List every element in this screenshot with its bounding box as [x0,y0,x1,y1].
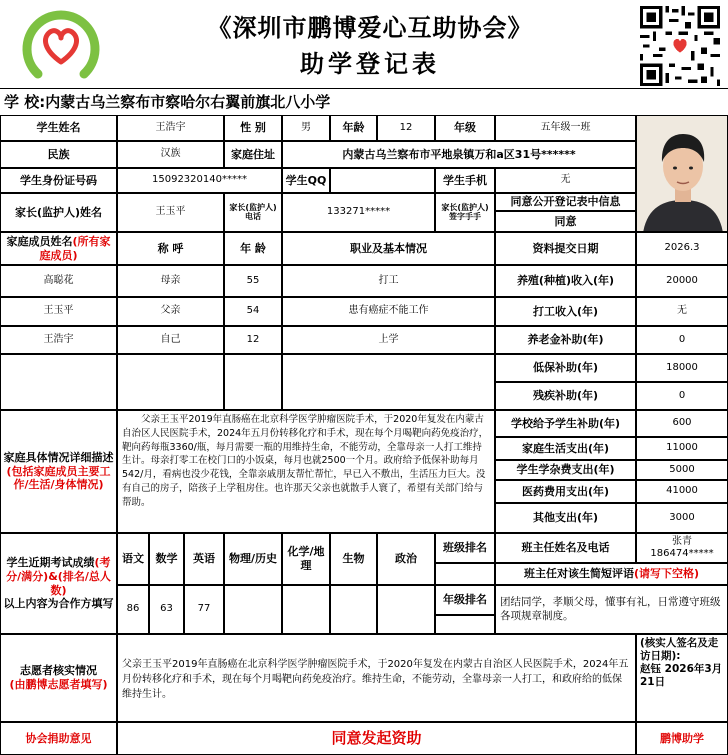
disability-subsidy-value: 0 [636,382,728,410]
guardian-phone-value: 133271***** [282,193,435,232]
consent-value: 同意 [495,211,636,232]
school-subsidy-label: 学校给予学生补助(年) [495,410,636,437]
student-qq-value [330,168,435,193]
submit-date-value: 2026.3 [636,232,728,265]
score-politics [377,585,435,634]
low-income-subsidy-label: 低保补助(年) [495,354,636,382]
consent-label: 同意公开登记表中信息 [495,193,636,211]
volunteer-verification-text: 父亲王玉平2019年直肠癌在北京科学医学肿瘤医院手术，于2020年复发在内蒙古自治区人民医院手术，2024年五月份转移化疗和手术，现在每个月喝靶向药免疫治疗。维持生命，不能劳动，全靠母亲一人打工，和政府给的低保维持生计。 [117,634,636,722]
student-phone-value: 无 [495,168,636,193]
tuition-expense-value: 5000 [636,460,728,480]
family-member-relation: 自己 [117,326,224,354]
family-member-age: 54 [224,297,282,326]
volunteer-label-note: (由鹏博志愿者填写) [9,678,108,691]
family-age-header: 年 龄 [224,232,282,265]
grade-value: 五年级一班 [495,115,636,141]
family-member-name [0,354,117,410]
header-divider [0,88,728,89]
teacher-info [636,533,728,563]
donation-opinion: 同意发起资助 [117,722,636,755]
teacher-phone: 186474***** [650,548,714,559]
teacher-comment-label [495,563,728,585]
exam-label [0,533,117,634]
school-subsidy-value: 600 [636,410,728,437]
pension-label: 养老金补助(年) [495,326,636,354]
volunteer-label-main: 志愿者核实情况 [20,664,97,678]
verifier-signature-value: 赵钰 2026年3月21日 [640,663,723,689]
score-biology [330,585,377,634]
verifier-signature-label: (核实人签名及走访日期): [640,637,719,663]
living-expense-label: 家庭生活支出(年) [495,437,636,460]
family-name-header-note: (所有家庭成员) [39,234,111,262]
occupation-header: 职业及基本情况 [282,232,495,265]
donation-opinion-label: 协会捐助意见 [0,722,117,755]
disability-subsidy-label: 残疾补助(年) [495,382,636,410]
medical-expense-value: 41000 [636,480,728,503]
family-member-relation [117,354,224,410]
other-expense-label: 其他支出(年) [495,503,636,533]
qr-code-icon [640,6,720,86]
score-physics-history [224,585,282,634]
guardian-name-value: 王玉平 [117,193,224,232]
medical-expense-label: 医药费用支出(年) [495,480,636,503]
student-id-value: 15092320140***** [117,168,282,193]
association-stamp: 鹏博助学 [636,722,728,755]
verifier-signature [636,634,728,722]
student-phone-label: 学生手机 [435,168,495,193]
class-rank-value [435,563,495,585]
school-name: 学 校:内蒙古乌兰察布市察哈尔右翼前旗北八小学 [4,93,331,111]
family-member-occupation [282,354,495,410]
submit-date-label: 资料提交日期 [495,232,636,265]
family-member-occupation: 患有癌症不能工作 [282,297,495,326]
guardian-name-label: 家长(监护人)姓名 [0,193,117,232]
subject-english: 英语 [184,533,224,585]
subject-math: 数学 [149,533,184,585]
score-chemistry-geography [282,585,330,634]
class-rank-label: 班级排名 [435,533,495,563]
subject-chinese: 语文 [117,533,149,585]
form-title-association: 《深圳市鹏博爱心互助协会》 [207,13,533,42]
family-member-occupation: 打工 [282,265,495,297]
guardian-sign-label: 家长(监护人)签字手手 [435,193,495,232]
guardian-phone-label: 家长(监护人)电话 [224,193,282,232]
teacher-name: 张青 [672,535,692,547]
teacher-comment: 团结同学，孝顺父母，懂事有礼，日常遵守班级各项规章制度。 [495,585,728,634]
family-member-relation: 父亲 [117,297,224,326]
association-logo-icon [20,4,102,86]
student-id-label: 学生身份证号码 [0,168,117,193]
student-name-label: 学生姓名 [0,115,117,141]
living-expense-value: 11000 [636,437,728,460]
address-value: 内蒙古乌兰察布市平地泉镇万和a区31号****** [282,141,636,168]
exam-label-main: 学生近期考试成绩 [6,556,95,569]
student-photo [636,115,728,232]
volunteer-label [0,634,117,722]
family-member-name: 王浩宇 [0,326,117,354]
farming-income-value: 20000 [636,265,728,297]
work-income-label: 打工收入(年) [495,297,636,326]
relation-header: 称 呼 [117,232,224,265]
score-chinese: 86 [117,585,149,634]
score-english: 77 [184,585,224,634]
teacher-label: 班主任姓名及电话 [495,533,636,563]
age-value: 12 [377,115,435,141]
exam-label-note: (考分/满分)&(排名/总人数) [6,556,111,597]
farming-income-label: 养殖(种植)收入(年) [495,265,636,297]
subject-physics-history: 物理/历史 [224,533,282,585]
situation-label-note: (包括家庭成员主要工作/生活/身体情况) [6,464,111,492]
student-qq-label: 学生QQ [282,168,330,193]
gender-value: 男 [282,115,330,141]
exam-label-tail: 以上内容为合作方填写 [3,597,114,611]
family-member-name: 王玉平 [0,297,117,326]
teacher-comment-label-main: 班主任对该生简短评语 [523,567,634,581]
situation-description: 父亲王玉平2019年直肠癌在北京科学医学肿瘤医院手术，于2020年复发在内蒙古自治区人民医院手术，2024年五月份转移化疗和手术，现在每个月喝靶向药免疫治疗，靶向药每瓶3360/瓶，每月需要一瓶的用维持生命，不能劳动，全靠母亲一人打工维持生计。母亲打零工在校门口的小饭桌，每月也就2500一个月。政府给予低保补助每月542/月，看病也没少花钱，全靠亲戚朋友帮忙帮忙，早已入不敷出，生活压力巨大。没有自己的房子，陪孩子上学租房住。也许那天父亲也就散手人寰了，希望有关部门给与帮助。 [117,410,495,533]
low-income-subsidy-value: 18000 [636,354,728,382]
situation-label-main: 家庭具体情况详细描述 [3,450,114,464]
age-label: 年龄 [330,115,377,141]
pension-value: 0 [636,326,728,354]
subject-politics: 政治 [377,533,435,585]
situation-label [0,410,117,533]
student-name-value: 王浩宇 [117,115,224,141]
family-member-age [224,354,282,410]
grade-rank-value [435,615,495,634]
family-name-header [0,232,117,265]
family-member-occupation: 上学 [282,326,495,354]
family-member-age: 12 [224,326,282,354]
gender-label: 性 别 [224,115,282,141]
family-name-header-main: 家庭成员姓名 [6,234,73,248]
work-income-value: 无 [636,297,728,326]
score-math: 63 [149,585,184,634]
form-header [0,0,728,90]
other-expense-value: 3000 [636,503,728,533]
grade-rank-label: 年级排名 [435,585,495,615]
family-member-relation: 母亲 [117,265,224,297]
student-portrait-icon [637,116,728,232]
grade-label: 年级 [435,115,495,141]
subject-biology: 生物 [330,533,377,585]
family-member-age: 55 [224,265,282,297]
teacher-comment-label-note: (请写下空格) [633,567,700,581]
family-member-name: 高聪花 [0,265,117,297]
tuition-expense-label: 学生学杂费支出(年) [495,460,636,480]
subject-chemistry-geography: 化学/地理 [282,533,330,585]
address-label: 家庭住址 [224,141,282,168]
ethnicity-label: 民族 [0,141,117,168]
form-title: 助学登记表 [300,49,440,78]
ethnicity-value: 汉族 [117,141,224,168]
